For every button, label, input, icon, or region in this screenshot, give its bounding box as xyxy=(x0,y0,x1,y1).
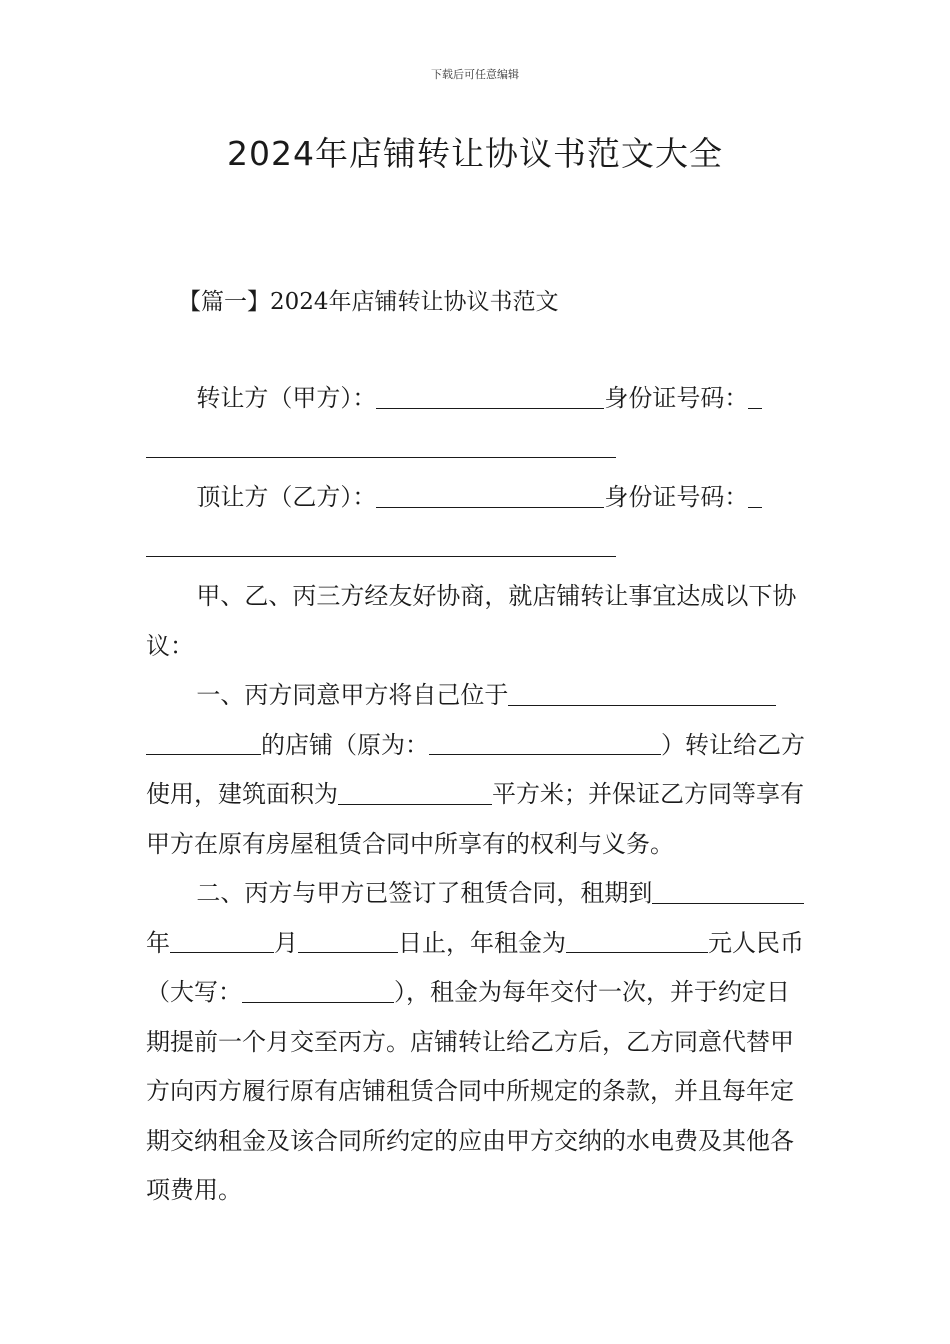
clause-2-text-5: 元人民币（大写： xyxy=(146,928,804,1006)
clause-2-paragraph xyxy=(146,869,812,1216)
party-b-id-blank xyxy=(146,532,616,557)
clause-2-day-blank xyxy=(298,928,398,953)
clause-2-year-blank-cont xyxy=(766,879,804,904)
party-a-label: 转让方（甲方）： xyxy=(196,384,377,412)
clause-1-text-4: 平方米；并保证乙方同等享有甲方在原有房屋租赁合同中所享有的权利与义务。 xyxy=(146,780,804,858)
clause-2-year-blank xyxy=(652,879,766,904)
party-a-line xyxy=(146,374,812,424)
clause-1-location-blank-cont xyxy=(146,730,261,755)
document-body xyxy=(146,374,812,1216)
intro-paragraph: 甲、乙、丙三方经友好协商，就店铺转让事宜达成以下协议： xyxy=(146,582,797,660)
clause-2-text-3: 月 xyxy=(274,928,298,957)
clause-2-month-blank xyxy=(170,928,274,953)
section-heading: 【篇一】2024年店铺转让协议书范文 xyxy=(178,289,559,315)
header-note: 下载后可任意编辑 xyxy=(431,68,519,81)
party-a-id-blank-start xyxy=(748,384,762,409)
clause-1-location-blank xyxy=(508,681,776,706)
party-b-id-continuation xyxy=(146,523,812,573)
party-b-id-blank-start xyxy=(748,483,762,508)
party-a-id-blank xyxy=(146,433,616,458)
clause-2-rent-words-blank xyxy=(242,978,394,1003)
party-b-label: 顶让方（乙方）： xyxy=(196,483,377,511)
clause-1-original-blank xyxy=(429,730,661,755)
clause-2-text-1: 二、丙方与甲方已签订了租赁合同，租期到 xyxy=(196,879,653,907)
clause-2-rent-blank xyxy=(566,928,708,953)
party-b-name-blank xyxy=(376,483,604,508)
clause-2-text-6: ），租金为每年交付一次，并于约定日期提前一个月交至丙方。店铺转让给乙方后，乙方同意代替甲方向丙方履行原有店铺租赁合同中所规定的条款，并且每年定期交纳租金及该合同所约定的应由甲方交纳的水电费及其他各项费用。 xyxy=(146,978,794,1204)
clause-1-text-1: 一、丙方同意甲方将自己位于 xyxy=(196,681,509,709)
document-title: 2024年店铺转让协议书范文大全 xyxy=(227,134,723,173)
party-a-name-blank xyxy=(376,384,604,409)
clause-1-text-3: ）转让给乙方使用，建筑面积为 xyxy=(146,730,805,808)
clause-2-text-2: 年 xyxy=(146,928,170,957)
clause-2-text-4: 日止，年租金为 xyxy=(398,928,566,957)
party-b-id-label: 身份证号码： xyxy=(604,483,749,511)
party-a-id-continuation xyxy=(146,424,812,474)
party-a-id-label: 身份证号码： xyxy=(604,384,749,412)
clause-1-text-2: 的店铺（原为： xyxy=(261,730,429,759)
party-b-line xyxy=(146,473,812,523)
clause-1-paragraph xyxy=(146,671,812,869)
clause-1-area-blank xyxy=(338,780,492,805)
